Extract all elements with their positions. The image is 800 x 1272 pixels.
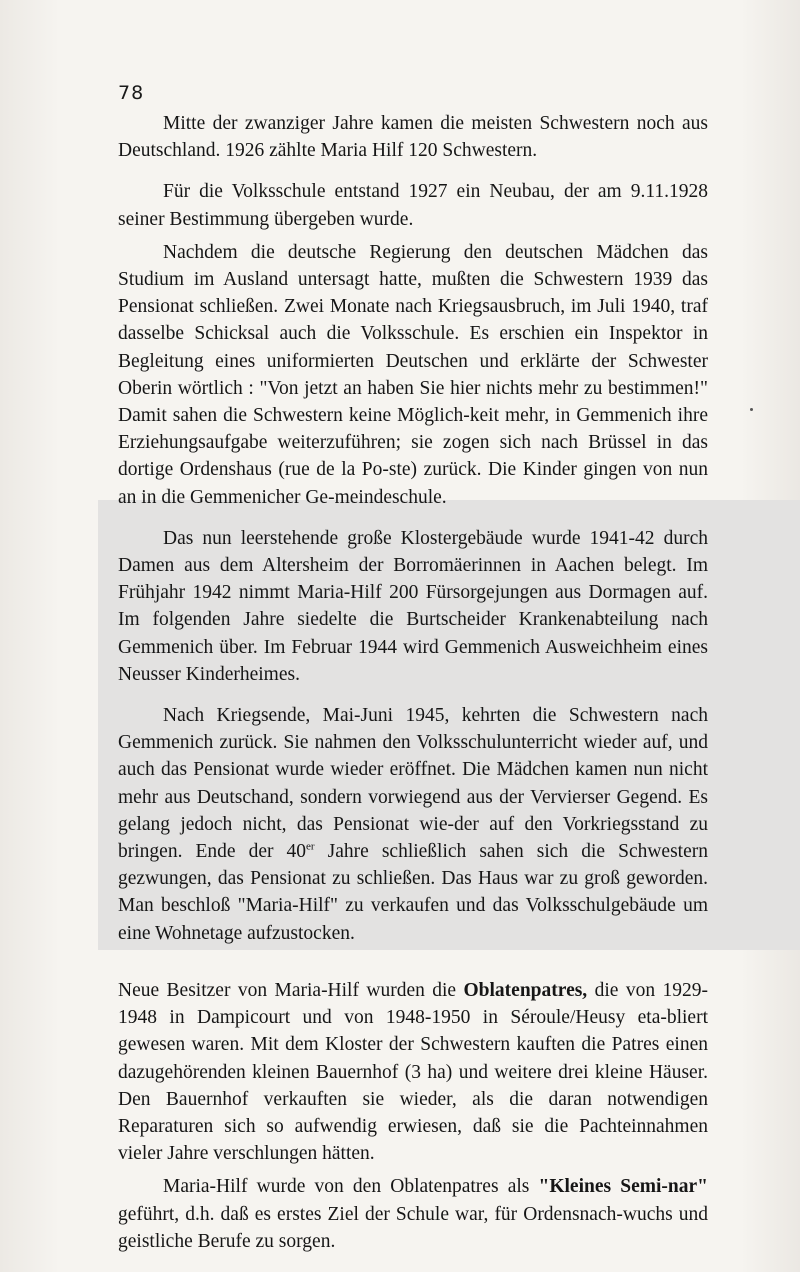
paragraph <box>118 239 708 511</box>
text-run: Das nun leerstehende große Klostergebäude wurde 1941-42 durch Damen aus dem Altersheim der Borromäerinnen in Aachen belegt. Im Frühjahr 1942 nimmt Maria-Hilf 200 Fürsorgejungen aus Dormagen auf. Im folgenden Jahre siedelte die Burtscheider Krankenabteilung nach Gemmenich über. Im Februar 1944 wird Gemmenich Ausweichheim eines Neusser Kinderheimes. <box>118 527 708 685</box>
body-text <box>118 110 708 1255</box>
bold-term: Oblatenpatres, <box>463 979 588 1001</box>
text-run: Mitte der zwanziger Jahre kamen die meisten Schwestern noch aus Deutschland. 1926 zählte Maria Hilf 120 Schwestern. <box>118 113 708 162</box>
paragraph <box>118 1173 708 1255</box>
paragraph <box>118 702 708 947</box>
text-run: Neue Besitzer von Maria-Hilf wurden die <box>118 979 464 1001</box>
text-run: Nachdem die deutsche Regierung den deutschen Mädchen das Studium im Ausland untersagt hatte, mußten die Schwestern 1939 das Pensionat schließen. Zwei Monate nach Kriegsausbruch, im Juli 1940, traf dasselbe Schicksal auch die Volksschule. Es erschien ein Inspektor in Begleitung eines uniformierten Deutschen und erklärte der Schwester Oberin wörtlich : "Von jetzt an haben Sie hier nichts mehr zu bestimmen!" Damit sahen die Schwestern keine Möglich-keit mehr, in Gemmenich ihre Erziehungsaufgabe weiterzuführen; sie zogen sich nach Brüssel in das dortige Ordenshaus (rue de la Po-ste) zurück. Die Kinder gingen von nun an in die Gemmenicher Ge-meindeschule. <box>118 241 708 508</box>
paragraph <box>118 525 708 688</box>
bold-term: "Kleines Semi-nar" <box>538 1176 708 1198</box>
text-run: Jahre schließlich sahen sich die Schwestern gezwungen, das Pensionat zu schließen. Das Haus war zu groß geworden. Man beschloß "Maria-Hilf" zu verkaufen und das Volksschulgebäude um eine Wohnetage aufzustocken. <box>118 841 708 944</box>
text-run: Maria-Hilf wurde von den Oblatenpatres als <box>163 1176 539 1198</box>
paragraph <box>118 977 708 1167</box>
text-run: geführt, d.h. daß es erstes Ziel der Schule war, für Ordensnach-wuchs und geistliche Berufe zu sorgen. <box>118 1203 708 1252</box>
text-run: Für die Volksschule entstand 1927 ein Neubau, der am 9.11.1928 seiner Bestimmung übergeben wurde. <box>118 181 708 230</box>
superscript: er <box>306 840 315 853</box>
text-run: die von 1929-1948 in Dampicourt und von 1948-1950 in Séroule/Heusy eta-bliert gewesen waren. Mit dem Kloster der Schwestern kauften die Patres einen dazugehörenden kleinen Bauernhof (3 ha) und weitere drei kleine Häuser. Den Bauernhof verkauften sie wieder, als die daran notwendigen Reparaturen sich so aufwendig erwiesen, daß sie die Pachteinnahmen vieler Jahre verschlungen hätten. <box>118 979 708 1165</box>
page-number: 78 <box>118 82 145 104</box>
text-run: Nach Kriegsende, Mai-Juni 1945, kehrten die Schwestern nach Gemmenich zurück. Sie nahmen den Volksschulunterricht wieder auf, und auch das Pensionat wurde wieder eröffnet. Die Mädchen kamen nun nicht mehr aus Deutschand, sondern vorwiegend aus der Vervierser Gegend. Es gelang jedoch nicht, das Pensionat wie-der auf den Vorkriegsstand zu bringen. Ende der 40 <box>118 705 708 863</box>
paragraph <box>118 110 708 164</box>
paragraph <box>118 178 708 232</box>
speck-mark <box>750 408 753 411</box>
